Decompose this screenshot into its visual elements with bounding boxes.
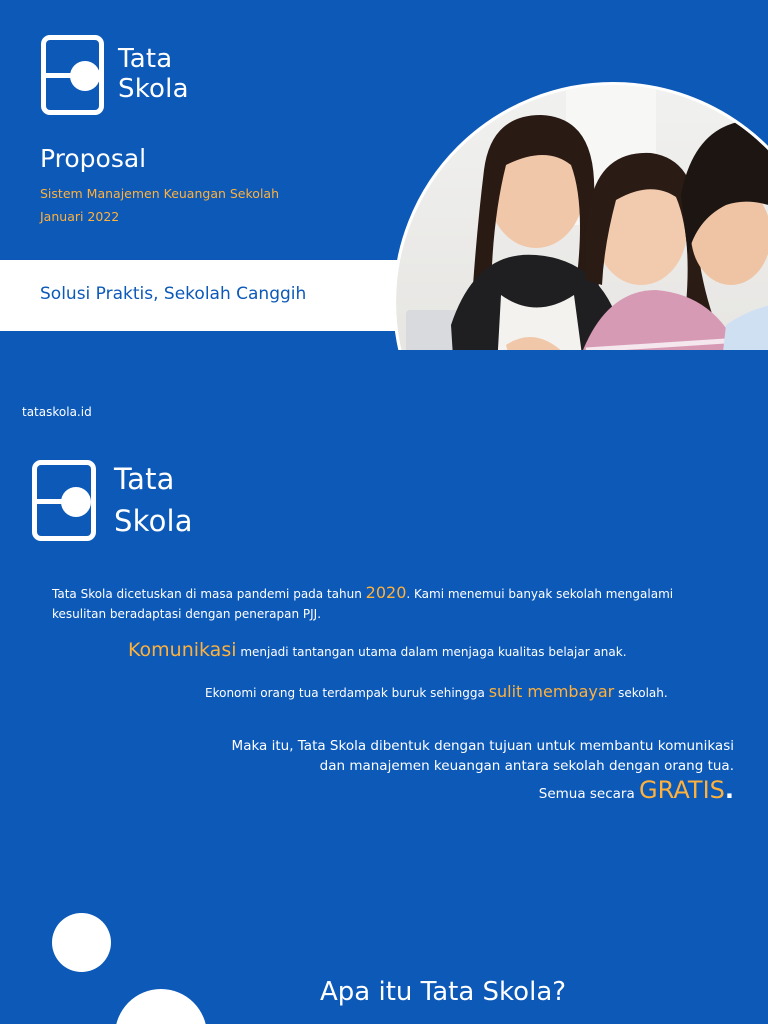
decorative-circle-large [115,989,207,1024]
decorative-circle-small [52,913,111,972]
highlight-gratis: GRATIS [639,776,725,804]
brand-name-line1: Tata [118,44,173,75]
brand-name-line2: Skola [118,74,189,104]
cover-date: Januari 2022 [40,209,120,224]
page-title: Proposal [40,144,147,173]
logo-mark-icon [32,460,96,541]
brand-name-line2: Skola [114,504,193,539]
highlight-sulit-membayar: sulit membayar [488,682,615,701]
about-paragraph-3: Ekonomi orang tua terdampak buruk sehingga sulit membayar sekolah. [205,682,668,701]
highlight-year: 2020 [365,583,407,602]
cover-subtitle: Sistem Manajemen Keuangan Sekolah [40,186,279,201]
brand-logo-secondary [32,458,193,542]
website-link[interactable]: tataskola.id [22,405,92,419]
brand-name [118,45,189,105]
about-paragraph-1: Tata Skola dicetuskan di masa pandemi pada tahun 2020. Kami menemui banyak sekolah mengalami kesulitan beradaptasi dengan penerapan PJJ. [52,583,674,621]
about-paragraph-5: Semua secara GRATIS. [538,776,734,804]
brand-name [114,458,193,542]
logo-mark-icon [41,35,104,115]
about-paragraph-4: Maka itu, Tata Skola dibentuk dengan tujuan untuk membantu komunikasi dan manajemen keuangan antara sekolah dengan orang tua. [231,738,734,774]
brand-name-line1: Tata [114,462,175,496]
about-paragraph-2: Komunikasi menjadi tantangan utama dalam menjaga kualitas belajar anak. [128,639,627,661]
section-heading: Apa itu Tata Skola? [320,977,567,1007]
brand-logo [41,35,189,115]
highlight-komunikasi: Komunikasi [128,639,237,661]
tagline: Solusi Praktis, Sekolah Canggih [40,284,307,304]
